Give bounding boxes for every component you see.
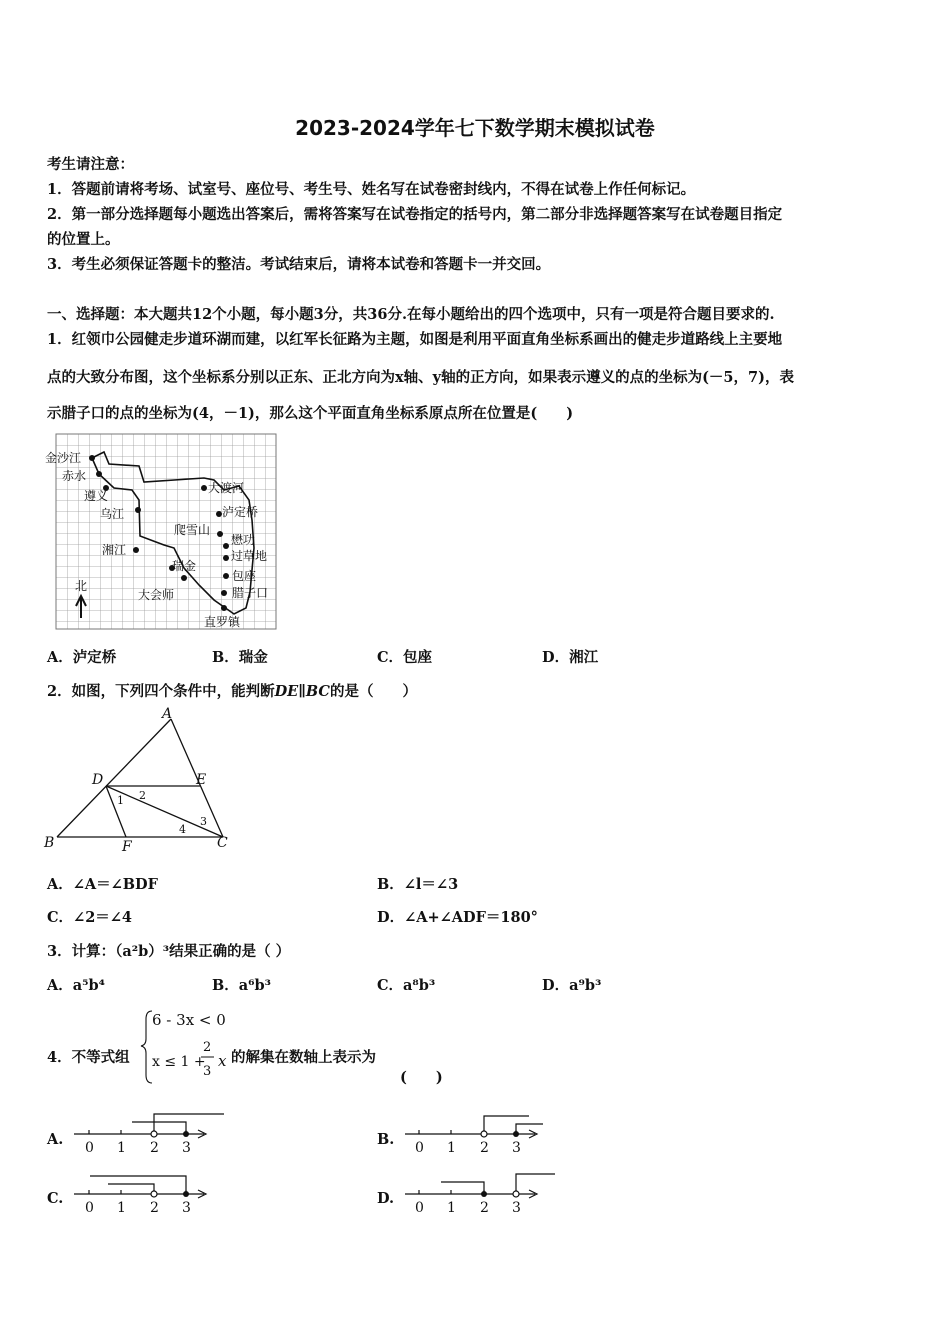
solid-dot-icon	[183, 1131, 189, 1137]
point-daduhe	[201, 485, 207, 491]
q2-label-b: B	[44, 835, 55, 851]
open-dot-icon	[513, 1191, 519, 1197]
q4-option-c-numberline[interactable]	[72, 1168, 232, 1220]
q2-option-c[interactable]: C．∠2＝∠4	[47, 909, 133, 926]
point-wujiang	[135, 507, 141, 513]
q2-label-e: E	[196, 772, 207, 788]
section-heading: 一、选择题：本大题共12个小题，每小题3分，共36分.在每小题给出的四个选项中，只有一项是符合题目要求的.	[47, 306, 775, 323]
tick-3: 3	[512, 1140, 521, 1156]
notice-heading: 考生请注意：	[47, 156, 134, 173]
q1-option-d[interactable]: D．湘江	[542, 649, 599, 666]
point-chishui	[96, 471, 102, 477]
label-ludingqiao: 泸定桥	[222, 505, 259, 519]
tick-3: 3	[512, 1200, 521, 1216]
q2-stem	[47, 680, 417, 701]
q4-ineq-1: 6 - 3x < 0	[152, 1011, 226, 1029]
point-xiangjiang	[133, 547, 139, 553]
point-paxueshan	[217, 531, 223, 537]
q3-stem: 3．计算：（a²b）³结果正确的是（ ）	[47, 943, 291, 960]
point-lazikou	[221, 590, 227, 596]
q2-option-a[interactable]: A．∠A＝∠BDF	[47, 876, 158, 893]
solid-dot-icon	[481, 1191, 487, 1197]
label-xiangjiang: 湘江	[102, 543, 127, 557]
q4-answer-paren: ( )	[400, 1069, 443, 1086]
q3-option-a[interactable]: A．a⁵b⁴	[47, 977, 105, 994]
q2-angle-2: 2	[139, 789, 146, 802]
q3-option-b[interactable]: B．a⁶b³	[212, 977, 271, 994]
label-wujiang: 乌江	[100, 507, 125, 521]
label-ruijin: 瑞金	[172, 559, 197, 573]
q4-frac-num: 2	[203, 1040, 212, 1055]
label-north: 北	[75, 579, 88, 593]
q2-stem-math: DE∥BC	[274, 683, 330, 700]
q4-option-a-numberline[interactable]	[72, 1108, 232, 1160]
q4-option-b-numberline[interactable]	[403, 1108, 563, 1160]
point-maogong	[223, 543, 229, 549]
tick-0: 0	[85, 1140, 94, 1156]
q2-stem-text: 2．如图，下列四个条件中，能判断	[47, 683, 275, 700]
q1-stem-line-1: 1．红领巾公园健走步道环湖而建，以红军长征路为主题，如图是利用平面直角坐标系画出的健走步道路线上主要地	[47, 331, 783, 348]
notice-item-2: 2．第一部分选择题每小题选出答案后，需将答案写在试卷指定的括号内，第二部分非选择题答案写在试卷题目指定	[47, 206, 783, 223]
q1-option-b[interactable]: B．瑞金	[212, 649, 268, 666]
tick-1: 1	[117, 1200, 126, 1216]
tick-1: 1	[117, 1140, 126, 1156]
tick-3: 3	[182, 1140, 191, 1156]
label-baozuo: 包座	[232, 569, 257, 583]
q1-stem-line-2: 点的大致分布图，这个坐标系分别以正东、正北方向为x轴、y轴的正方向，如果表示遵义的点的坐标为(－5，7)，表	[47, 369, 794, 386]
q2-label-f: F	[122, 839, 132, 855]
point-baozuo	[223, 573, 229, 579]
tick-2: 2	[480, 1140, 489, 1156]
q2-label-a: A	[162, 706, 173, 722]
open-dot-icon	[481, 1131, 487, 1137]
q2-option-d[interactable]: D．∠A+∠ADF＝180°	[377, 909, 538, 926]
notice-item-2-cont: 的位置上。	[47, 231, 120, 248]
point-dahuishi	[181, 575, 187, 581]
q4-option-a-label[interactable]: A.	[47, 1131, 64, 1148]
tick-1: 1	[447, 1140, 456, 1156]
notice-item-3: 3．考生必须保证答题卡的整洁。考试结束后，请将本试卷和答题卡一并交回。	[47, 256, 551, 273]
q2-label-c: C	[217, 835, 228, 851]
tick-1: 1	[447, 1200, 456, 1216]
q4-ineq-2-var: x	[218, 1052, 227, 1070]
q2-angle-4: 4	[179, 823, 186, 836]
tick-2: 2	[150, 1140, 159, 1156]
open-dot-icon	[151, 1191, 157, 1197]
q3-option-c[interactable]: C．a⁸b³	[377, 977, 436, 994]
q2-triangle-figure	[40, 705, 240, 855]
open-dot-icon	[151, 1131, 157, 1137]
page-title: 2023-2024学年七下数学期末模拟试卷	[295, 116, 655, 140]
label-jinshajiang: 金沙江	[45, 451, 82, 465]
q4-prefix: 4．不等式组	[47, 1049, 130, 1066]
q4-inequality-system	[140, 1005, 240, 1087]
q4-suffix: 的解集在数轴上表示为	[231, 1049, 376, 1066]
q3-option-d[interactable]: D．a⁹b³	[542, 977, 602, 994]
label-chishui: 赤水	[62, 469, 87, 483]
q2-option-b[interactable]: B．∠l＝∠3	[377, 876, 459, 893]
q1-option-a[interactable]: A．泸定桥	[47, 649, 117, 666]
q4-option-c-label[interactable]: C.	[47, 1190, 64, 1207]
tick-2: 2	[150, 1200, 159, 1216]
q2-angle-1: 1	[117, 794, 124, 807]
notice-item-1: 1．答题前请将考场、试室号、座位号、考生号、姓名写在试卷密封线内，不得在试卷上作任何标记。	[47, 181, 696, 198]
q2-stem-tail: 的是（ ）	[329, 683, 417, 700]
solid-dot-icon	[513, 1131, 519, 1137]
label-maogong: 懋功	[231, 533, 256, 547]
label-zhiluozhen: 直罗镇	[204, 615, 241, 629]
q2-label-d: D	[92, 772, 104, 788]
tick-0: 0	[415, 1140, 424, 1156]
q1-route-map	[44, 430, 284, 640]
label-daduhe: 大渡河	[208, 481, 245, 495]
label-zunyi: 遵义	[84, 489, 109, 503]
tick-0: 0	[85, 1200, 94, 1216]
q2-angle-3: 3	[200, 815, 207, 828]
point-guocaodi	[223, 555, 229, 561]
q4-option-d-label[interactable]: D.	[377, 1190, 395, 1207]
point-zhiluozhen	[221, 605, 227, 611]
q4-ineq-2-left: x ≤ 1 +	[152, 1054, 206, 1070]
q1-stem-line-3: 示腊子口的点的坐标为(4，－1)，那么这个平面直角坐标系原点所在位置是( )	[47, 405, 574, 422]
q4-frac-den: 3	[203, 1064, 212, 1079]
label-guocaodi: 过草地	[231, 549, 268, 563]
label-paxueshan: 爬雪山	[174, 523, 211, 537]
tick-3: 3	[182, 1200, 191, 1216]
point-jinshajiang	[89, 455, 95, 461]
label-lazikou: 腊子口	[232, 586, 269, 600]
tick-0: 0	[415, 1200, 424, 1216]
q4-brace	[141, 1011, 152, 1083]
q4-option-d-numberline[interactable]	[403, 1168, 563, 1220]
q1-option-c[interactable]: C．包座	[377, 649, 433, 666]
tick-2: 2	[480, 1200, 489, 1216]
label-dahuishi: 大会师	[138, 588, 175, 602]
q4-option-b-label[interactable]: B.	[377, 1131, 395, 1148]
solid-dot-icon	[183, 1191, 189, 1197]
